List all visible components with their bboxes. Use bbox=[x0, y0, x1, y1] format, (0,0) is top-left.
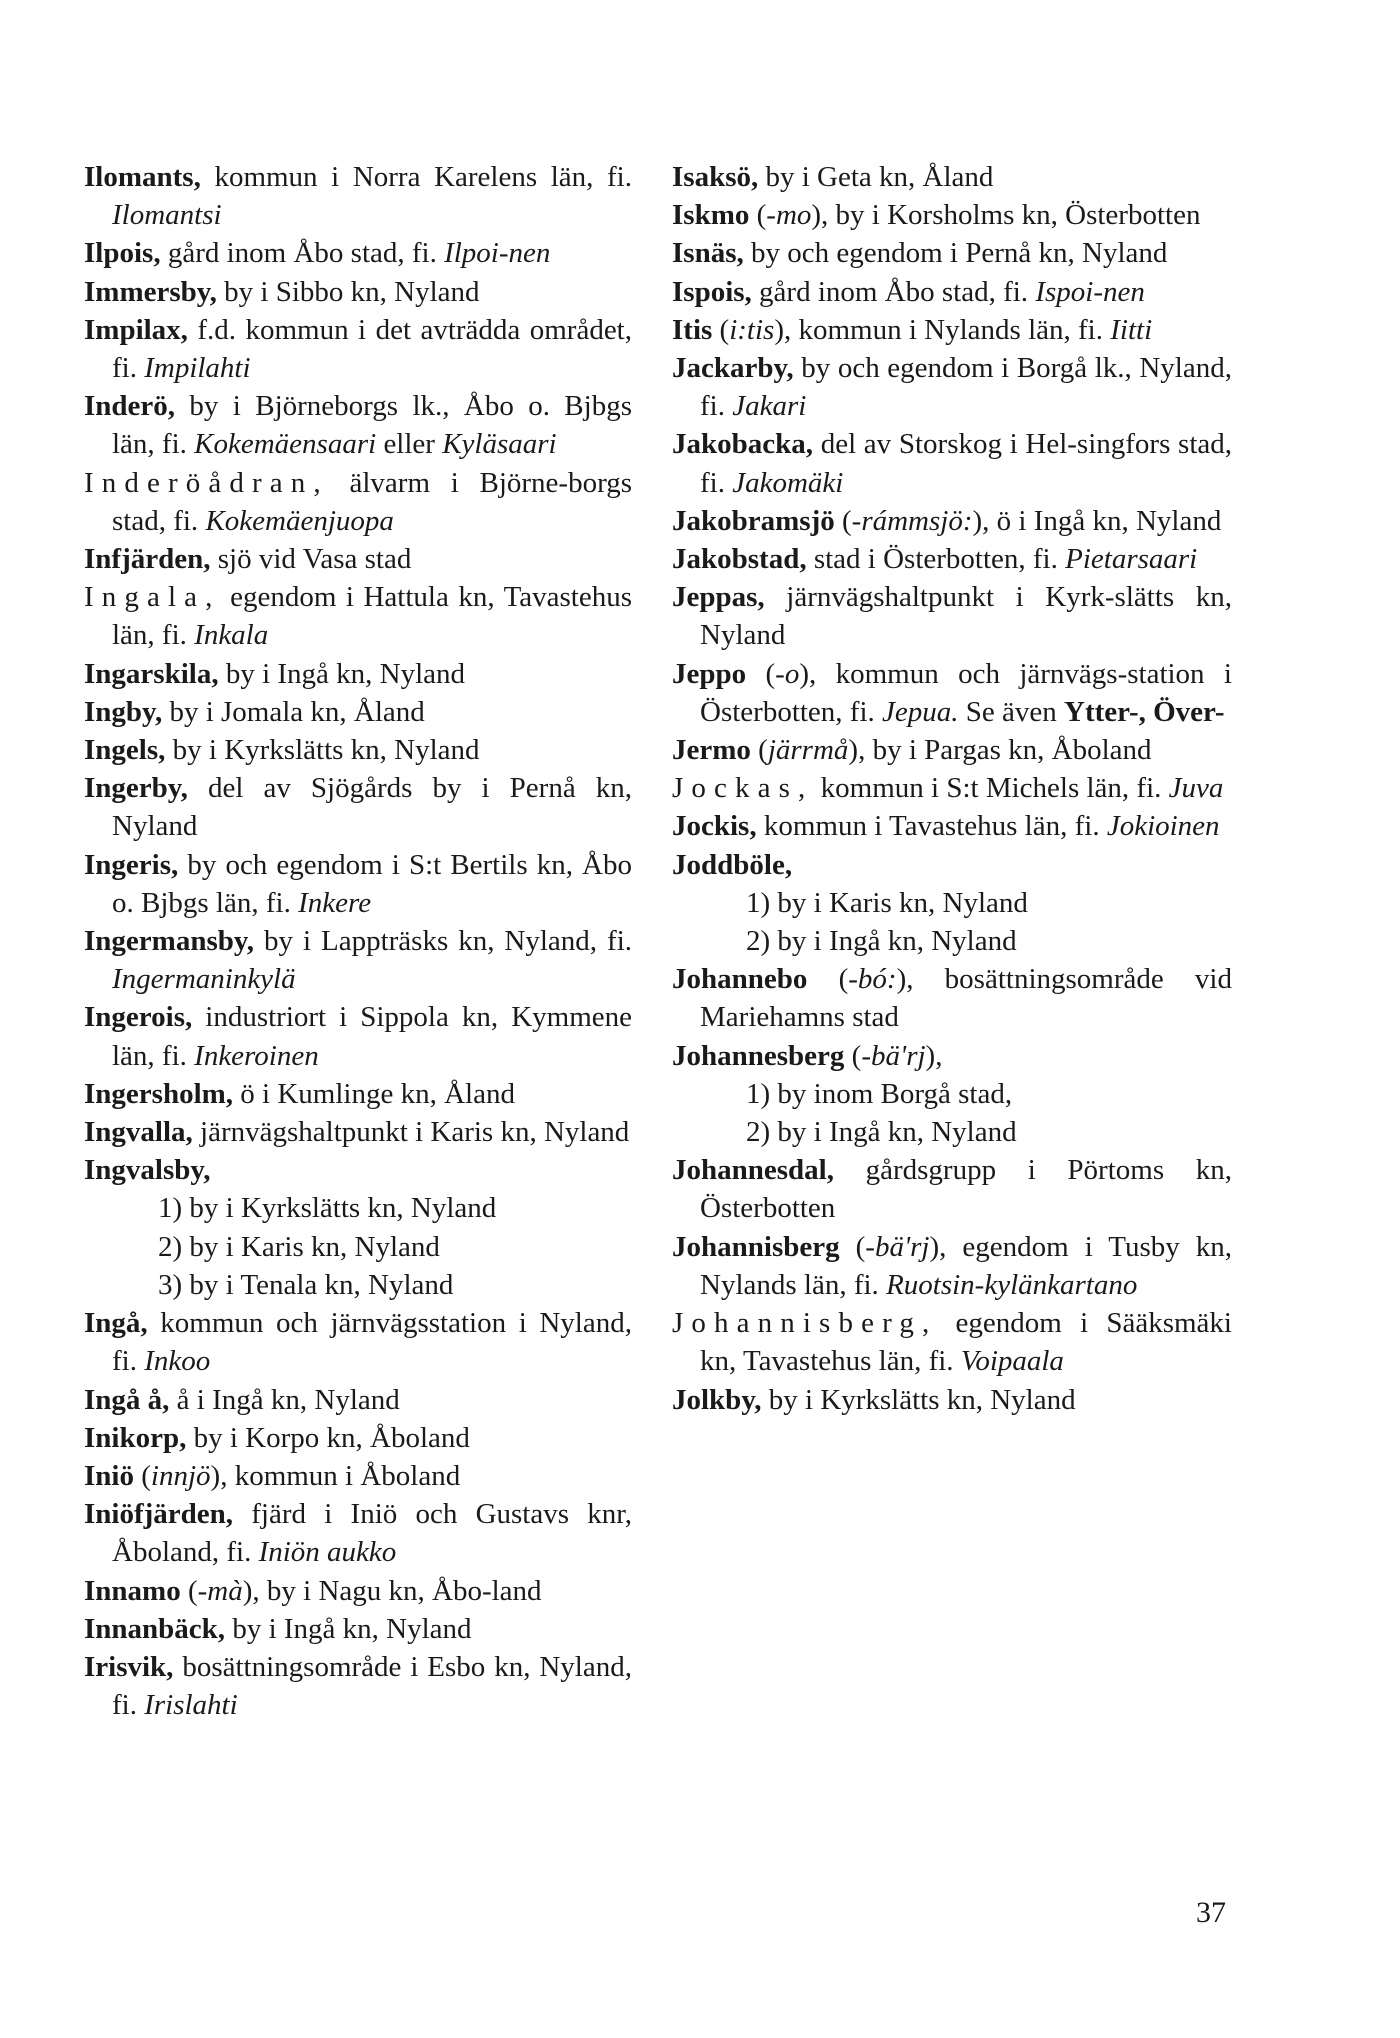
entry-text: bosättningsområde i Esbo kn, Nyland, fi. bbox=[112, 1650, 632, 1722]
entry-headword: Ilpois, bbox=[84, 237, 161, 270]
entry-headword: Jolkby, bbox=[672, 1383, 762, 1416]
gazetteer-entry bbox=[84, 1419, 632, 1457]
entry-headword: Ingersholm, bbox=[84, 1077, 234, 1110]
entry-text: älvarm i Björne-borgs stad, fi. bbox=[112, 466, 632, 537]
gazetteer-entry bbox=[672, 1381, 1232, 1419]
entry-text: by i Jomala kn, Åland bbox=[162, 695, 425, 728]
entry-finnish-name: mo bbox=[775, 199, 812, 232]
gazetteer-entry bbox=[672, 311, 1232, 349]
page-number: 37 bbox=[1196, 1896, 1226, 1929]
gazetteer-entry bbox=[672, 960, 1232, 1036]
entry-text: fjärd i Iniö och Gustavs knr, Åboland, fi. bbox=[112, 1498, 632, 1569]
gazetteer-entry bbox=[84, 731, 632, 769]
gazetteer-entry bbox=[672, 196, 1232, 234]
gazetteer-entry bbox=[84, 387, 632, 463]
entry-headword: Irisvik, bbox=[84, 1650, 174, 1683]
entry-finnish-name: Jepua. bbox=[882, 695, 959, 728]
gazetteer-entry bbox=[84, 693, 632, 731]
gazetteer-entry bbox=[672, 234, 1232, 272]
entry-text: ), ö i Ingå kn, Nyland bbox=[972, 504, 1222, 537]
entry-headword-spaced: Inderöådran, bbox=[84, 466, 329, 499]
gazetteer-entry bbox=[672, 273, 1232, 311]
entry-text: ( bbox=[133, 1459, 151, 1492]
entry-subitem: 1) by i Kyrkslätts kn, Nyland bbox=[158, 1192, 497, 1225]
gazetteer-entry bbox=[672, 1037, 1232, 1152]
gazetteer-entry bbox=[84, 1113, 632, 1151]
entry-finnish-name: Impilahti bbox=[144, 352, 251, 385]
entry-headword: Ingermansby, bbox=[84, 925, 255, 958]
entry-finnish-name: Inkeroinen bbox=[194, 1039, 319, 1072]
entry-subitem: 2) by i Karis kn, Nyland bbox=[158, 1230, 440, 1263]
entry-text: järnvägshaltpunkt i Kyrk-slätts kn, Nyland bbox=[700, 581, 1232, 652]
entry-finnish-name: Iniön aukko bbox=[258, 1536, 397, 1569]
entry-headword: Jakobstad, bbox=[672, 543, 807, 576]
gazetteer-entry bbox=[84, 234, 632, 272]
gazetteer-entry bbox=[84, 158, 632, 234]
entry-headword: Iniö bbox=[84, 1459, 134, 1492]
entry-text: kommun i Tavastehus län, fi. bbox=[756, 810, 1107, 843]
gazetteer-entry bbox=[84, 655, 632, 693]
entry-text: by i Korpo kn, Åboland bbox=[186, 1421, 470, 1454]
entry-headword: Johannisberg bbox=[672, 1230, 840, 1263]
entry-text: (- bbox=[180, 1574, 208, 1607]
gazetteer-entry bbox=[672, 425, 1232, 501]
entry-headword: Ingels, bbox=[84, 734, 166, 767]
gazetteer-entry bbox=[84, 1381, 632, 1419]
entry-text: stad i Österbotten, fi. bbox=[806, 543, 1066, 576]
gazetteer-entry bbox=[672, 846, 1232, 961]
entry-text: ö i Kumlinge kn, Åland bbox=[233, 1077, 515, 1110]
entry-headword: Ingeris, bbox=[84, 848, 179, 881]
gazetteer-entry bbox=[84, 1075, 632, 1113]
entry-finnish-name: Ilpoi-nen bbox=[444, 237, 551, 270]
gazetteer-entry bbox=[84, 464, 632, 540]
entry-finnish-name: Voipaala bbox=[960, 1345, 1064, 1378]
entry-text: ), by i Pargas kn, Åboland bbox=[848, 734, 1152, 767]
entry-text: (- bbox=[834, 504, 862, 537]
entry-finnish-name: järrmå bbox=[767, 734, 849, 767]
entry-finnish-name: bä'rj bbox=[871, 1039, 926, 1072]
entry-text: f.d. kommun i det avträdda området, fi. bbox=[112, 313, 632, 385]
gazetteer-entry bbox=[672, 578, 1232, 654]
entry-headword-spaced: Ingala, bbox=[84, 581, 221, 614]
entry-text: del av Sjögårds by i Pernå kn, Nyland bbox=[112, 772, 632, 843]
entry-headword: Jackarby, bbox=[672, 352, 794, 385]
entry-headword: Innamo bbox=[84, 1574, 181, 1607]
entry-headword: Ingerois, bbox=[84, 1001, 193, 1034]
entry-headword: Jakobacka, bbox=[672, 428, 814, 461]
entry-text: kommun i Norra Karelens län, fi. bbox=[200, 161, 632, 193]
entry-text: ), kommun i Nylands län, fi. bbox=[774, 313, 1111, 346]
entry-headword: Isnäs, bbox=[672, 237, 744, 270]
gazetteer-entry bbox=[84, 273, 632, 311]
entry-headword: Jeppas, bbox=[672, 581, 765, 614]
entry-text: by i Ingå kn, Nyland bbox=[225, 1612, 472, 1645]
entry-text: egendom i Sääksmäki kn, Tavastehus län, fi. bbox=[700, 1307, 1232, 1378]
entry-subitem: 3) by i Tenala kn, Nyland bbox=[158, 1268, 454, 1301]
gazetteer-entry bbox=[84, 578, 632, 654]
entry-headword: Innanbäck, bbox=[84, 1612, 226, 1645]
gazetteer-entry bbox=[672, 1228, 1232, 1304]
entry-headword: Inikorp, bbox=[84, 1421, 187, 1454]
entry-finnish-name: Inkere bbox=[298, 886, 372, 919]
entry-text: by och egendom i S:t Bertils kn, Åbo o. Bjbgs län, fi. bbox=[112, 848, 632, 919]
gazetteer-entry bbox=[672, 731, 1232, 769]
entry-text: by i Kyrkslätts kn, Nyland bbox=[761, 1383, 1076, 1416]
entry-finnish-name: Ilomantsi bbox=[112, 199, 222, 232]
entry-text: kommun i S:t Michels län, fi. bbox=[813, 772, 1169, 805]
entry-headword: Isaksö, bbox=[672, 161, 759, 193]
gazetteer-entry bbox=[84, 1610, 632, 1648]
entry-headword-spaced: Jockas, bbox=[672, 772, 814, 805]
entry-text: järnvägshaltpunkt i Karis kn, Nyland bbox=[192, 1116, 630, 1149]
entry-headword: Ingå å, bbox=[84, 1383, 170, 1416]
gazetteer-entry bbox=[84, 922, 632, 998]
entry-text: ), egendom i Tusby kn, Nylands län, fi. bbox=[700, 1230, 1232, 1301]
entry-text: å i Ingå kn, Nyland bbox=[169, 1383, 400, 1416]
entry-finnish-name: innjö bbox=[150, 1459, 211, 1492]
entry-text: egendom i Hattula kn, Tavastehus län, fi. bbox=[112, 581, 632, 652]
entry-text: ), kommun i Åboland bbox=[210, 1459, 461, 1492]
entry-finnish-name: Jakari bbox=[732, 390, 807, 423]
entry-text: (- bbox=[749, 199, 776, 232]
entry-headword: Joddböle, bbox=[672, 848, 793, 881]
gazetteer-entry bbox=[672, 158, 1232, 196]
entry-finnish-name: Irislahti bbox=[144, 1689, 238, 1722]
gazetteer-entry bbox=[672, 349, 1232, 425]
entry-finnish-name: Ruotsin-kylänkartano bbox=[886, 1268, 1138, 1301]
entry-text: by och egendom i Pernå kn, Nyland bbox=[743, 237, 1168, 270]
entry-headword: Jermo bbox=[672, 734, 751, 767]
gazetteer-entry bbox=[84, 1457, 632, 1495]
entry-finnish-name: Jakomäki bbox=[732, 466, 844, 499]
entry-subitem: 1) by i Karis kn, Nyland bbox=[746, 886, 1028, 919]
entry-headword: Ingå, bbox=[84, 1307, 148, 1340]
entry-headword: Jakobramsjö bbox=[672, 504, 835, 537]
entry-text: sjö vid Vasa stad bbox=[210, 543, 412, 576]
entry-text: by i Geta kn, Åland bbox=[758, 161, 994, 193]
entry-finnish-name: o bbox=[784, 657, 800, 690]
entry-text: ), by i Korsholms kn, Österbotten bbox=[811, 199, 1201, 232]
entry-headword: Johannesberg bbox=[672, 1039, 845, 1072]
entry-headword: Inderö, bbox=[84, 390, 176, 423]
entry-finnish-name: Ispoi-nen bbox=[1035, 275, 1145, 308]
entry-text: (- bbox=[844, 1039, 871, 1072]
gazetteer-entry bbox=[84, 846, 632, 922]
entry-finnish-name: Iitti bbox=[1110, 313, 1153, 346]
entry-headword: Iskmo bbox=[672, 199, 750, 232]
entry-text: kommun och järnvägsstation i Nyland, fi. bbox=[112, 1307, 632, 1378]
entry-text: Se även bbox=[958, 695, 1065, 728]
entry-headword: Jeppo bbox=[672, 657, 747, 690]
entry-finnish-name: Juva bbox=[1168, 772, 1224, 805]
entry-headword: Ingvalsby, bbox=[84, 1154, 211, 1187]
gazetteer-entry bbox=[84, 1572, 632, 1610]
gazetteer-entry bbox=[672, 540, 1232, 578]
entry-finnish-name: bó: bbox=[857, 963, 897, 996]
entry-finnish-name: Kokemäensaari bbox=[194, 428, 377, 461]
gazetteer-entry bbox=[84, 540, 632, 578]
entry-text: by i Björneborgs lk., Åbo o. Bjbgs län, fi. bbox=[112, 390, 632, 461]
entry-subitem: 2) by i Ingå kn, Nyland bbox=[746, 1116, 1017, 1149]
entry-text: ( bbox=[712, 313, 730, 346]
entry-headword-spaced: Johannisberg, bbox=[672, 1307, 938, 1340]
entry-text: ), bosättningsområde vid Mariehamns stad bbox=[700, 963, 1232, 1034]
entry-headword: Ilomants, bbox=[84, 161, 201, 193]
entry-finnish-name: Inkala bbox=[194, 619, 269, 652]
entry-finnish-name: bä'rj bbox=[874, 1230, 930, 1263]
entry-text: ), by i Nagu kn, Åbo-land bbox=[242, 1574, 542, 1607]
entry-headword: Ingerby, bbox=[84, 772, 188, 805]
entry-text: eller bbox=[376, 428, 443, 461]
gazetteer-entry bbox=[84, 1304, 632, 1380]
entry-text: industriort i Sippola kn, Kymmene län, fi. bbox=[112, 1001, 632, 1072]
entry-finnish-name: Kokemäenjuopa bbox=[205, 504, 394, 537]
entry-finnish-name: mà bbox=[207, 1574, 243, 1607]
gazetteer-entry bbox=[672, 502, 1232, 540]
entry-text: gårdsgrupp i Pörtoms kn, Österbotten bbox=[700, 1154, 1232, 1225]
gazetteer-entry bbox=[84, 998, 632, 1074]
entry-finnish-name: Pietarsaari bbox=[1065, 543, 1198, 576]
entry-headword: Ingvalla, bbox=[84, 1116, 193, 1149]
entry-headword: Itis bbox=[672, 313, 713, 346]
entry-text: gård inom Åbo stad, fi. bbox=[751, 275, 1036, 308]
entry-text: by i Ingå kn, Nyland bbox=[218, 657, 466, 690]
gazetteer-entry bbox=[672, 1304, 1232, 1380]
gazetteer-entry bbox=[84, 1648, 632, 1724]
entry-text: by i Kyrkslätts kn, Nyland bbox=[165, 734, 480, 767]
entry-headword: Infjärden, bbox=[84, 543, 211, 576]
gazetteer-entry bbox=[84, 769, 632, 845]
entry-text: ( bbox=[750, 734, 768, 767]
gazetteer-entry bbox=[672, 807, 1232, 845]
entry-headword: Iniöfjärden, bbox=[84, 1498, 234, 1531]
entry-headword: Ytter-, Över- bbox=[1064, 695, 1225, 728]
entry-headword: Jockis, bbox=[672, 810, 757, 843]
entry-text: gård inom Åbo stad, fi. bbox=[160, 237, 445, 270]
gazetteer-entry bbox=[672, 1151, 1232, 1227]
entry-headword: Johannesdal, bbox=[672, 1154, 834, 1187]
entry-headword: Johannebo bbox=[672, 963, 808, 996]
entry-finnish-name: i:tis bbox=[729, 313, 775, 346]
entry-headword: Ingby, bbox=[84, 695, 163, 728]
entry-text: by och egendom i Borgå lk., Nyland, fi. bbox=[700, 352, 1232, 423]
entry-text: (- bbox=[839, 1230, 875, 1263]
entry-text: by i Sibbo kn, Nyland bbox=[216, 275, 480, 308]
entry-text: ), bbox=[925, 1039, 943, 1072]
gazetteer-entry bbox=[84, 1151, 632, 1304]
entry-headword: Immersby, bbox=[84, 275, 217, 308]
gazetteer-entry bbox=[672, 769, 1232, 807]
right-column bbox=[672, 158, 1232, 1419]
entry-text: ), kommun och järnvägs-station i Österbotten, fi. bbox=[700, 657, 1232, 728]
entry-finnish-name: Inkoo bbox=[144, 1345, 211, 1378]
entry-headword: Ispois, bbox=[672, 275, 752, 308]
entry-text: del av Storskog i Hel-singfors stad, fi. bbox=[700, 428, 1232, 499]
entry-finnish-name: Kyläsaari bbox=[442, 428, 557, 461]
entry-headword: Ingarskila, bbox=[84, 657, 219, 690]
entry-text: (- bbox=[746, 657, 785, 690]
entry-subitem: 2) by i Ingå kn, Nyland bbox=[746, 925, 1017, 958]
gazetteer-entry bbox=[672, 655, 1232, 731]
entry-text: by i Lappträsks kn, Nyland, fi. bbox=[254, 925, 632, 958]
gazetteer-entry bbox=[84, 311, 632, 387]
entry-finnish-name: Jokioinen bbox=[1106, 810, 1220, 843]
entry-headword: Impilax, bbox=[84, 313, 188, 346]
entry-finnish-name: Ingermaninkylä bbox=[112, 963, 296, 996]
entry-text: (- bbox=[807, 963, 858, 996]
gazetteer-entry bbox=[84, 1495, 632, 1571]
entry-finnish-name: rámmsjö: bbox=[861, 504, 973, 537]
entry-subitem: 1) by inom Borgå stad, bbox=[746, 1077, 1013, 1110]
left-column bbox=[84, 158, 632, 1724]
